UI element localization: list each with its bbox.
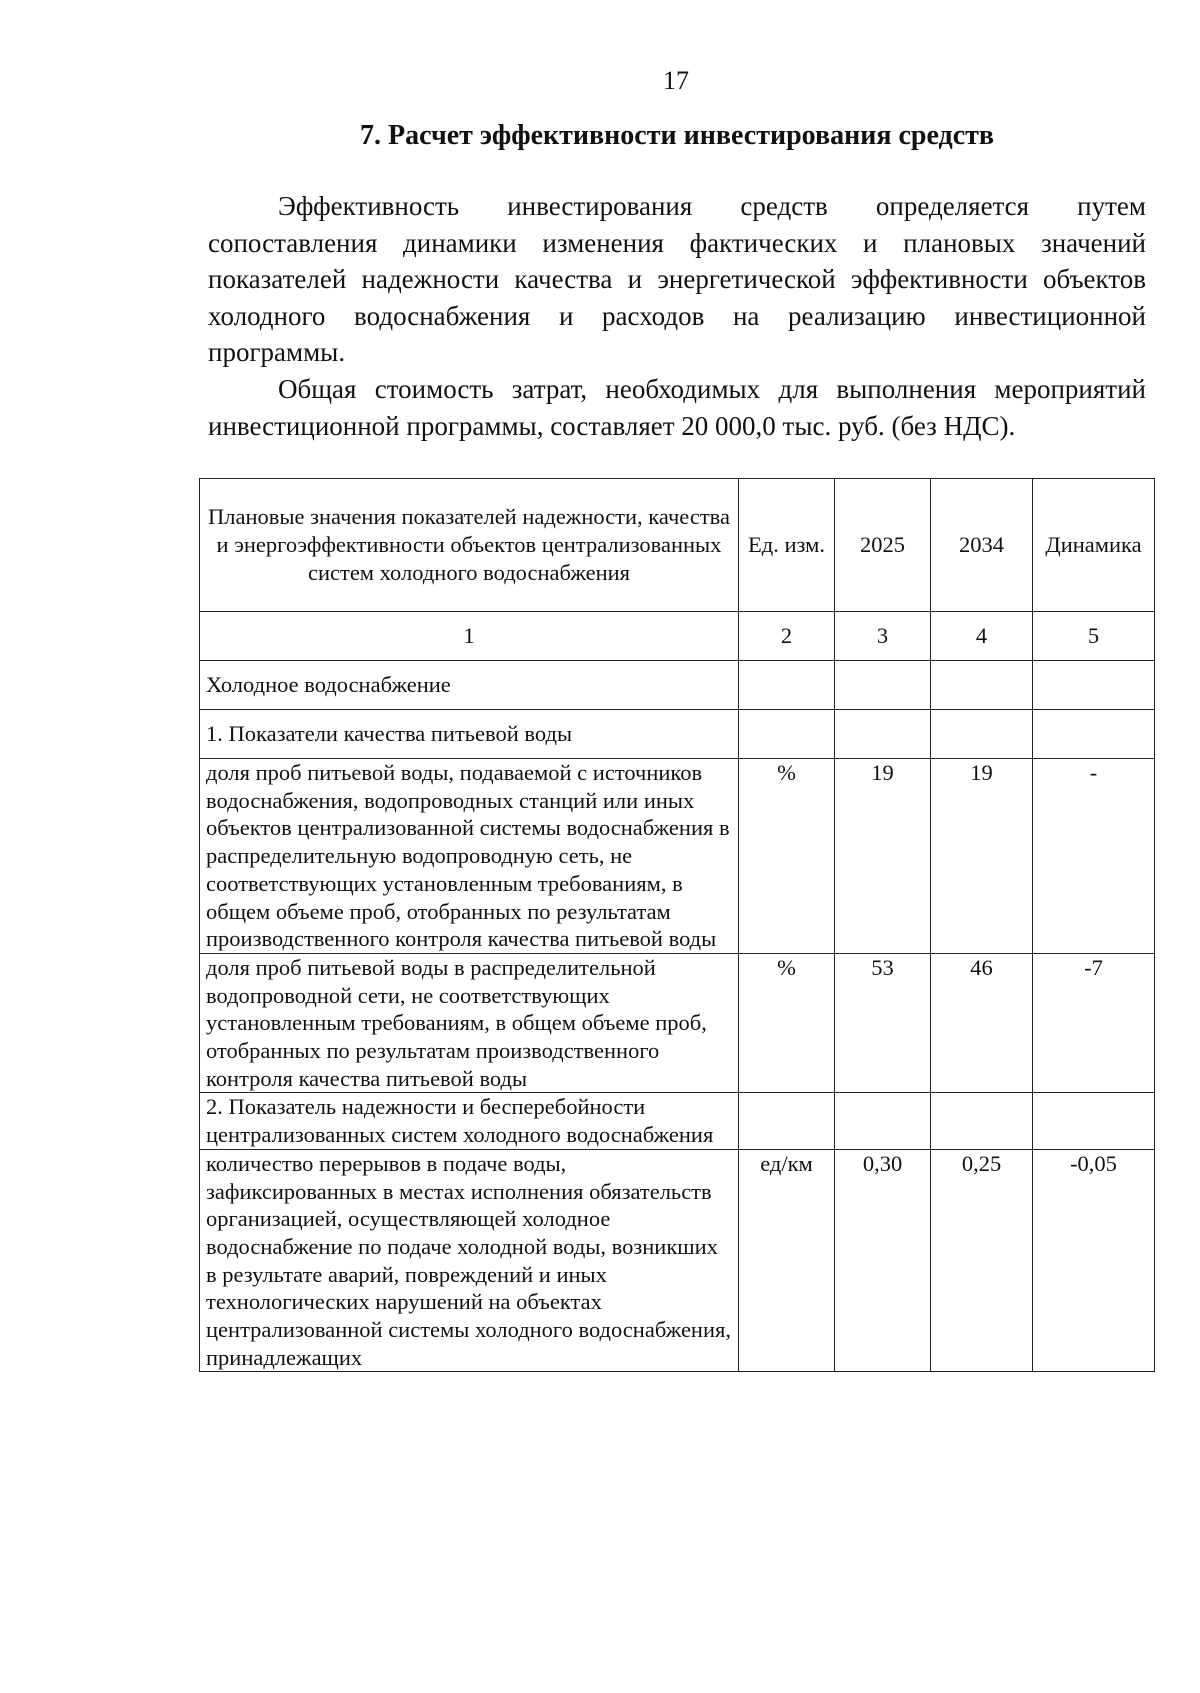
row-value-2034 <box>931 1093 1033 1149</box>
row-unit <box>739 1093 835 1149</box>
row-dynamics: -7 <box>1033 953 1155 1093</box>
row-dynamics <box>1033 710 1155 759</box>
row-dynamics: - <box>1033 759 1155 954</box>
row-value-2025: 0,30 <box>835 1149 931 1372</box>
row-value-2025: 53 <box>835 953 931 1093</box>
row-value-2034 <box>931 710 1033 759</box>
row-unit <box>739 710 835 759</box>
paragraph-efficiency: Эффективность инвестирования средств определяется путем сопоставления динамики изменения фактических и плановых значений показателей надежности качества и энергетической эффективности объектов холодного водоснабжения и расходов на реализацию инвестиционной программы. <box>208 191 1146 367</box>
row-dynamics <box>1033 661 1155 710</box>
row-name: 2. Показатель надежности и бесперебойности централизованных систем холодного водоснабжения <box>200 1093 739 1149</box>
row-unit <box>739 661 835 710</box>
column-numbers-row <box>200 612 1155 661</box>
row-name: доля проб питьевой воды, подаваемой с источников водоснабжения, водопроводных станций или иных объектов централизованной системы водоснабжения в распределительную водопроводную сеть, не соответствующих установленным требованиям, в общем объеме проб, отобранных по результатам производственного контроля качества питьевой воды <box>200 759 739 954</box>
table-row <box>200 1093 1155 1149</box>
row-value-2034: 0,25 <box>931 1149 1033 1372</box>
table-row <box>200 759 1155 954</box>
row-unit: % <box>739 953 835 1093</box>
page-number: 17 <box>663 66 689 95</box>
header-2034: 2034 <box>931 479 1033 612</box>
section-title: 7. Расчет эффективности инвестирования средств <box>359 120 995 151</box>
row-name: количество перерывов в подаче воды, зафиксированных в местах исполнения обязательств организацией, осуществляющей холодное водоснабжение по подаче холодной воды, возникших в результате аварий, повреждений и иных технологических нарушений на объектах централизованной системы холодного водоснабжения, принадлежащих <box>200 1149 739 1372</box>
table-header-row <box>200 479 1155 612</box>
paragraph-total-cost: Общая стоимость затрат, необходимых для выполнения мероприятий инвестиционной программы, составляет 20 000,0 тыс. руб. (без НДС). <box>208 374 1146 441</box>
table-row <box>200 953 1155 1093</box>
header-indicator: Плановые значения показателей надежности, качества и энергоэффективности объектов централизованных систем холодного водоснабжения <box>200 479 739 612</box>
row-unit: % <box>739 759 835 954</box>
header-2025: 2025 <box>835 479 931 612</box>
column-number: 4 <box>931 612 1033 661</box>
row-value-2034: 46 <box>931 953 1033 1093</box>
row-value-2034: 19 <box>931 759 1033 954</box>
table-row <box>200 710 1155 759</box>
row-name: Холодное водоснабжение <box>200 661 739 710</box>
column-number: 2 <box>739 612 835 661</box>
row-name: 1. Показатели качества питьевой воды <box>200 710 739 759</box>
row-value-2034 <box>931 661 1033 710</box>
column-number: 1 <box>200 612 739 661</box>
table-row <box>200 661 1155 710</box>
column-number: 3 <box>835 612 931 661</box>
row-unit: ед/км <box>739 1149 835 1372</box>
indicators-table <box>199 478 1155 1372</box>
row-dynamics: -0,05 <box>1033 1149 1155 1372</box>
header-unit: Ед. изм. <box>739 479 835 612</box>
row-name: доля проб питьевой воды в распределительной водопроводной сети, не соответствующих установленным требованиям, в общем объеме проб, отобранных по результатам производственного контроля качества питьевой воды <box>200 953 739 1093</box>
column-number: 5 <box>1033 612 1155 661</box>
row-value-2025: 19 <box>835 759 931 954</box>
row-dynamics <box>1033 1093 1155 1149</box>
header-dynamics: Динамика <box>1033 479 1155 612</box>
row-value-2025 <box>835 1093 931 1149</box>
row-value-2025 <box>835 661 931 710</box>
table-row <box>200 1149 1155 1372</box>
row-value-2025 <box>835 710 931 759</box>
